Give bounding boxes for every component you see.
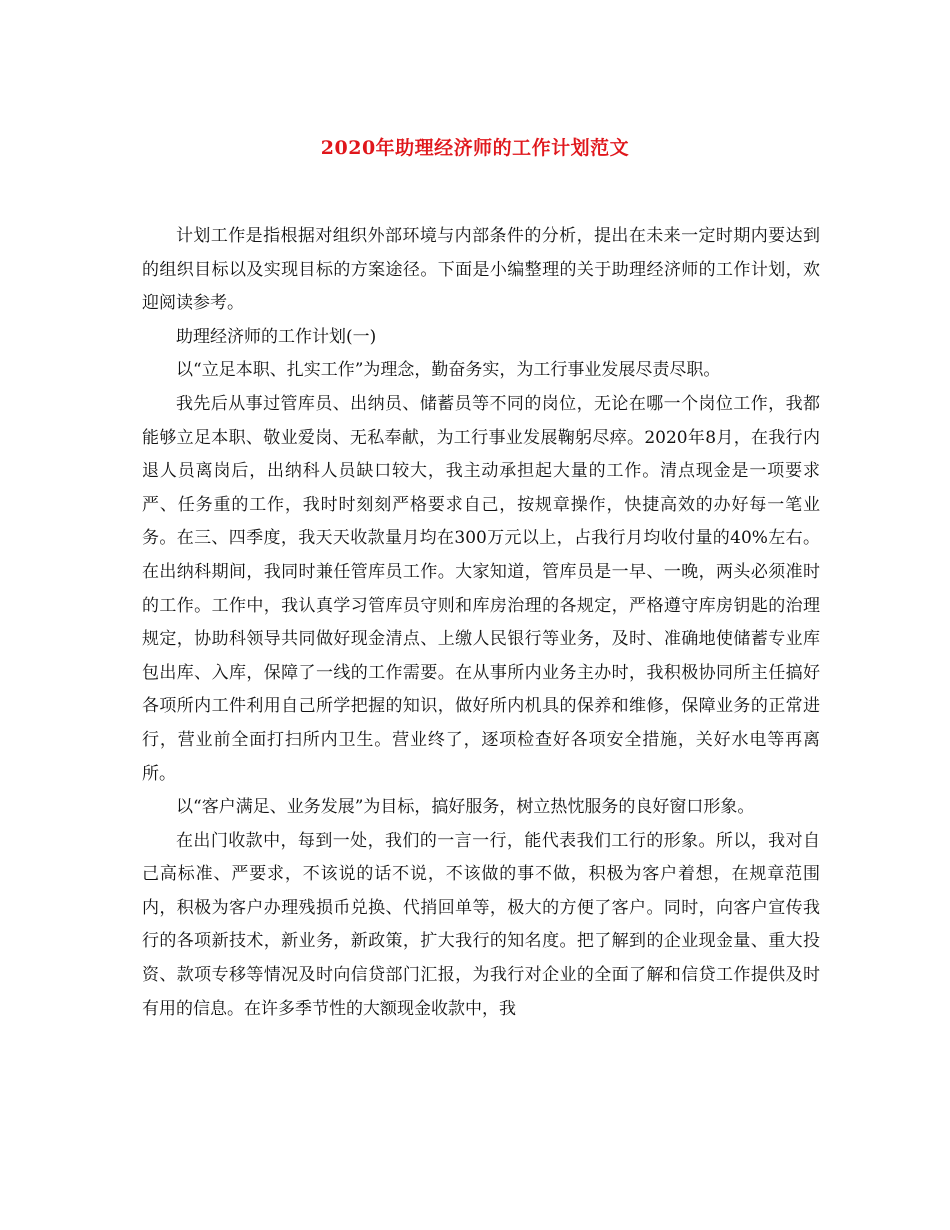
document-title: 2020年助理经济师的工作计划范文: [320, 137, 630, 159]
paragraph-heading: 助理经济师的工作计划(一): [176, 326, 377, 347]
paragraph-intro: 计划工作是指根据对组织外部环境与内部条件的分析，提出在未来一定时期内要达到的组织目标以及实现目标的方案途径。下面是小编整理的关于助理经济师的工作计划，欢迎阅读参考。: [142, 226, 820, 314]
document-body: [142, 220, 820, 1026]
paragraph-principle-2: 以“客户满足、业务发展”为目标，搞好服务，树立热忱服务的良好窗口形象。: [176, 797, 755, 818]
paragraph-work-experience: 我先后从事过管库员、出纳员、储蓄员等不同的岗位，无论在哪一个岗位工作，我都能够立足本职、敬业爱岗、无私奉献，为工行事业发展鞠躬尽瘁。2020年8月，在我行内退人员离岗后，出纳科人员缺口较大，我主动承担起大量的工作。清点现金是一项要求严、任务重的工作，我时时刻刻严格要求自己，按规章操作，快捷高效的办好每一笔业务。在三、四季度，我天天收款量月均在300万元以上，占我行月均收付量的40%左右。在出纳科期间，我同时兼任管库员工作。大家知道，管库员是一早、一晚，两头必须准时的工作。工作中，我认真学习管库员守则和库房治理的各规定，严格遵守库房钥匙的治理规定，协助科领导共同做好现金清点、上缴人民银行等业务，及时、准确地使储蓄专业库包出库、入库，保障了一线的工作需要。在从事所内业务主办时，我积极协同所主任搞好各项所内工件利用自己所学把握的知识，做好所内机具的保养和维修，保障业务的正常进行，营业前全面打扫所内卫生。营业终了，逐项检查好各项安全措施，关好水电等再离所。: [142, 393, 820, 784]
paragraph-customer-service: 在出门收款中，每到一处，我们的一言一行，能代表我们工行的形象。所以，我对自己高标准、严要求，不该说的话不说，不该做的事不做，积极为客户着想，在规章范围内，积极为客户办理残损币兑换、代捎回单等，极大的方便了客户。同时，向客户宣传我行的各项新技术，新业务，新政策，扩大我行的知名度。把了解到的企业现金量、重大投资、款项专移等情况及时向信贷部门汇报，为我行对企业的全面了解和信贷工作提供及时有用的信息。在许多季节性的大额现金收款中，我: [142, 830, 820, 1019]
paragraph-principle-1: 以“立足本职、扎实工作”为理念，勤奋务实，为工行事业发展尽责尽职。: [176, 360, 721, 381]
